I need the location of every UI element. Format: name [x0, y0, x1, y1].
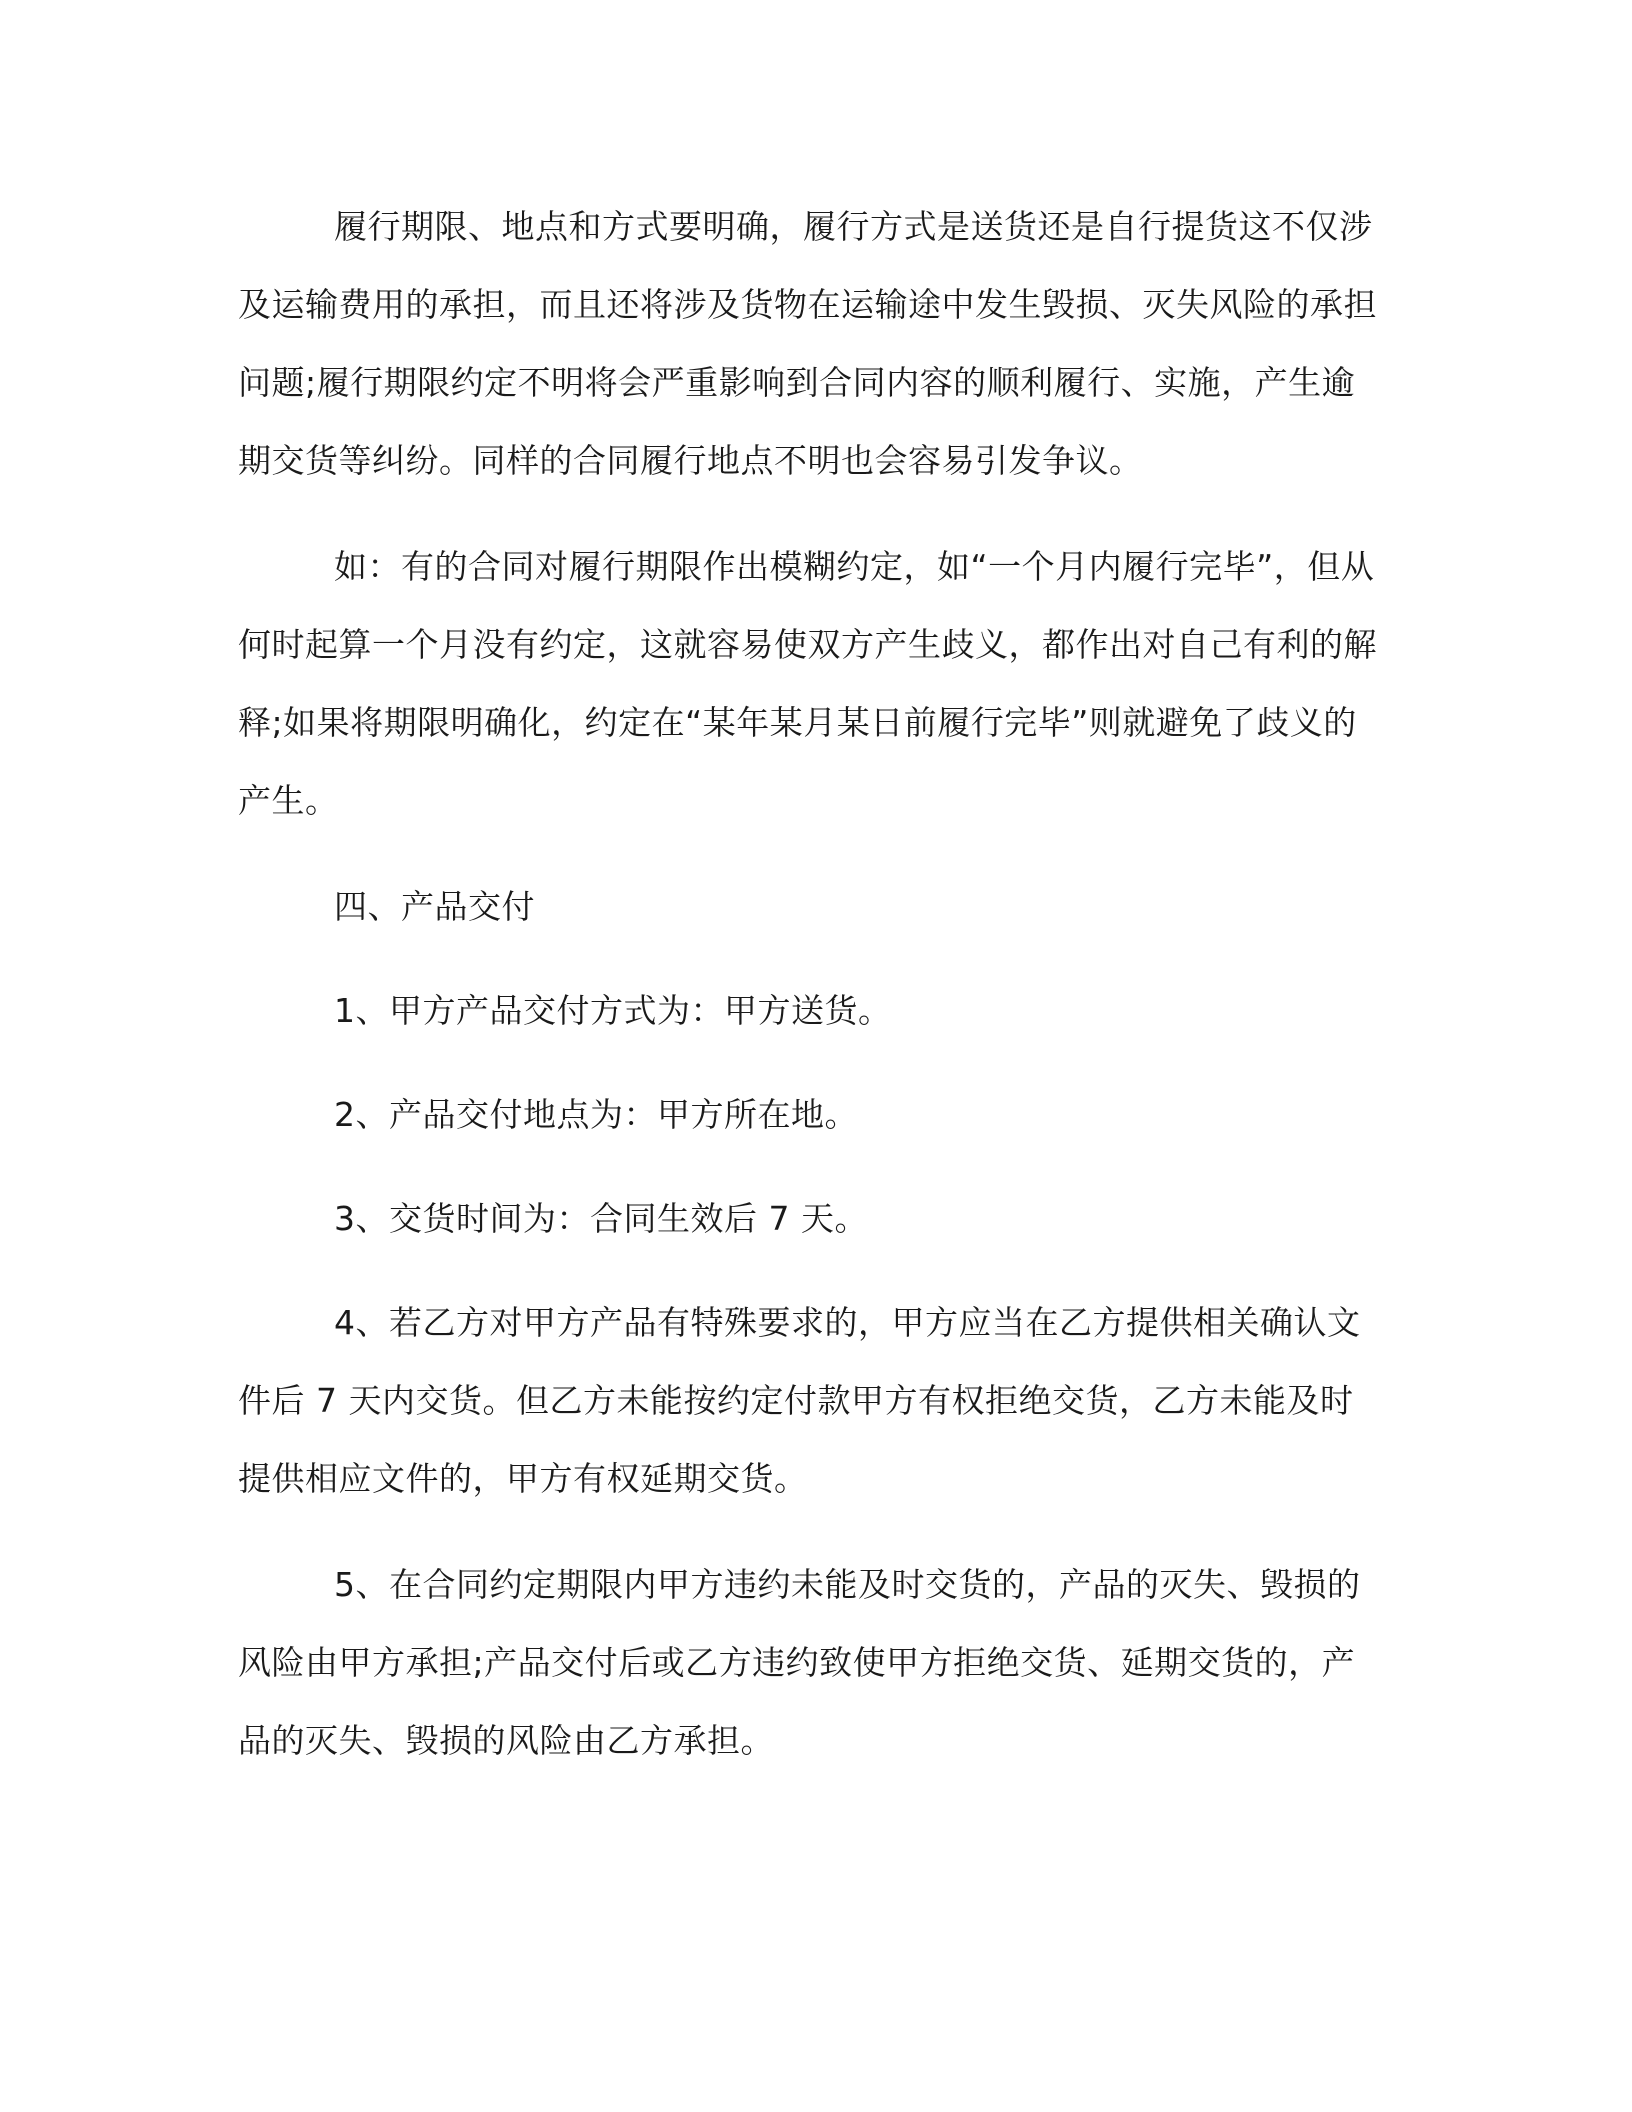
- clause-2-delivery-location: 2、产品交付地点为：甲方所在地。: [334, 1095, 858, 1134]
- paragraph-example: 如：有的合同对履行期限作出模糊约定，如“一个月内履行完毕”，但从何时起算一个月没有约定，这就容易使双方产生歧义，都作出对自己有利的解释;如果将期限明确化，约定在“某年某月某日前履行完毕”则就避免了歧义的产生。: [238, 547, 1377, 820]
- clause-4-special-requirements: 4、若乙方对甲方产品有特殊要求的，甲方应当在乙方提供相关确认文件后 7 天内交货。但乙方未能按约定付款甲方有权拒绝交货，乙方未能及时提供相应文件的，甲方有权延期交货。: [238, 1303, 1361, 1498]
- document-body: [238, 188, 1384, 1808]
- clause-3-delivery-time: 3、交货时间为：合同生效后 7 天。: [334, 1199, 868, 1238]
- clause-1-delivery-method: 1、甲方产品交付方式为：甲方送货。: [334, 991, 892, 1030]
- clause-5-risk-allocation: 5、在合同约定期限内甲方违约未能及时交货的，产品的灭失、毁损的风险由甲方承担;产品交付后或乙方违约致使甲方拒绝交货、延期交货的，产品的灭失、毁损的风险由乙方承担。: [238, 1565, 1361, 1760]
- paragraph-performance-terms: 履行期限、地点和方式要明确，履行方式是送货还是自行提货这不仅涉及运输费用的承担，而且还将涉及货物在运输途中发生毁损、灭失风险的承担问题;履行期限约定不明将会严重影响到合同内容的顺利履行、实施，产生逾期交货等纠纷。同样的合同履行地点不明也会容易引发争议。: [238, 207, 1377, 480]
- section-heading-product-delivery: 四、产品交付: [334, 887, 535, 926]
